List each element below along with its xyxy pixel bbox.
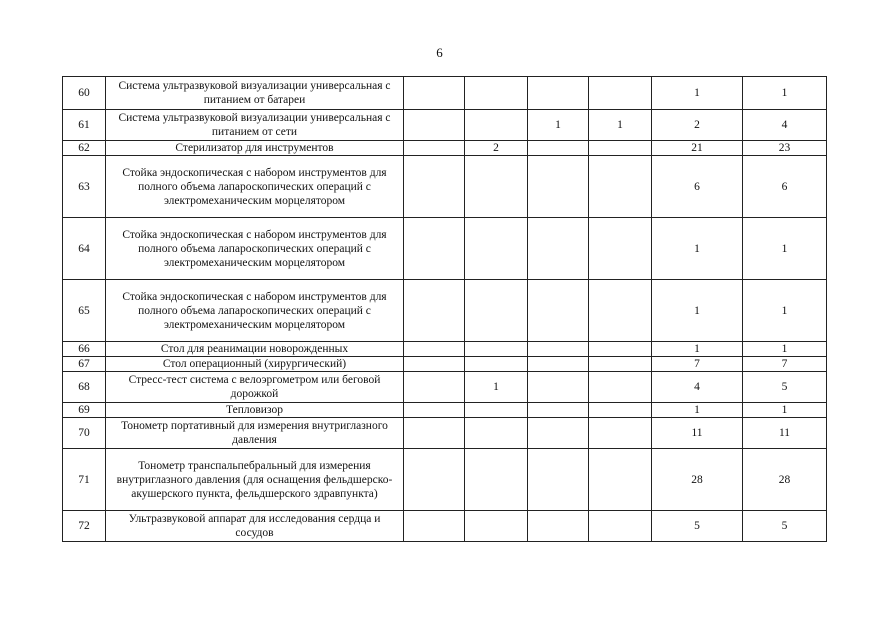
table-row	[63, 418, 827, 449]
equipment-name: Стол для реанимации новорожденных	[106, 342, 404, 357]
total-cell: 1	[743, 342, 827, 357]
row-number: 65	[63, 280, 106, 342]
row-number: 63	[63, 156, 106, 218]
quantity-cell: 1	[528, 110, 589, 141]
quantity-cell: 4	[652, 372, 743, 403]
quantity-cell: 2	[465, 141, 528, 156]
quantity-cell	[465, 280, 528, 342]
quantity-cell: 6	[652, 156, 743, 218]
equipment-name: Система ультразвуковой визуализации универсальная с питанием от батареи	[106, 77, 404, 110]
quantity-cell	[465, 77, 528, 110]
table-row	[63, 218, 827, 280]
quantity-cell	[528, 403, 589, 418]
table-row	[63, 342, 827, 357]
quantity-cell	[589, 357, 652, 372]
quantity-cell	[404, 342, 465, 357]
equipment-name: Стресс-тест система с велоэргометром или беговой дорожкой	[106, 372, 404, 403]
total-cell: 11	[743, 418, 827, 449]
equipment-name: Стойка эндоскопическая с набором инструментов для полного объема лапароскопических операций с электромеханическим морцелятором	[106, 156, 404, 218]
quantity-cell	[404, 110, 465, 141]
quantity-cell	[404, 418, 465, 449]
quantity-cell	[589, 77, 652, 110]
quantity-cell	[528, 372, 589, 403]
quantity-cell	[404, 357, 465, 372]
quantity-cell	[528, 357, 589, 372]
quantity-cell: 28	[652, 449, 743, 511]
quantity-cell	[589, 141, 652, 156]
equipment-name: Стойка эндоскопическая с набором инструментов для полного объема лапароскопических операций с электромеханическим морцелятором	[106, 218, 404, 280]
equipment-name: Стол операционный (хирургический)	[106, 357, 404, 372]
table-row	[63, 357, 827, 372]
table-row	[63, 110, 827, 141]
equipment-name: Стойка эндоскопическая с набором инструментов для полного объема лапароскопических операций с электромеханическим морцелятором	[106, 280, 404, 342]
equipment-name: Тепловизор	[106, 403, 404, 418]
total-cell: 1	[743, 403, 827, 418]
quantity-cell	[465, 156, 528, 218]
quantity-cell	[528, 280, 589, 342]
total-cell: 6	[743, 156, 827, 218]
total-cell: 1	[743, 218, 827, 280]
quantity-cell	[589, 418, 652, 449]
equipment-name: Стерилизатор для инструментов	[106, 141, 404, 156]
quantity-cell	[589, 218, 652, 280]
quantity-cell	[589, 511, 652, 542]
quantity-cell	[404, 141, 465, 156]
quantity-cell	[589, 342, 652, 357]
quantity-cell	[465, 342, 528, 357]
quantity-cell	[465, 357, 528, 372]
total-cell: 23	[743, 141, 827, 156]
quantity-cell	[404, 156, 465, 218]
total-cell: 4	[743, 110, 827, 141]
row-number: 68	[63, 372, 106, 403]
table-row	[63, 156, 827, 218]
table-row	[63, 77, 827, 110]
row-number: 71	[63, 449, 106, 511]
row-number: 72	[63, 511, 106, 542]
quantity-cell	[589, 156, 652, 218]
quantity-cell	[528, 156, 589, 218]
row-number: 60	[63, 77, 106, 110]
table-row	[63, 280, 827, 342]
quantity-cell: 1	[652, 280, 743, 342]
quantity-cell	[404, 280, 465, 342]
quantity-cell	[404, 449, 465, 511]
row-number: 61	[63, 110, 106, 141]
table-row	[63, 511, 827, 542]
quantity-cell	[465, 418, 528, 449]
total-cell: 1	[743, 280, 827, 342]
quantity-cell: 21	[652, 141, 743, 156]
page-number: 6	[436, 45, 443, 60]
quantity-cell	[465, 403, 528, 418]
quantity-cell	[465, 218, 528, 280]
quantity-cell	[528, 218, 589, 280]
total-cell: 5	[743, 372, 827, 403]
quantity-cell: 1	[652, 342, 743, 357]
quantity-cell	[465, 449, 528, 511]
table-row	[63, 141, 827, 156]
quantity-cell	[465, 110, 528, 141]
row-number: 69	[63, 403, 106, 418]
equipment-name: Ультразвуковой аппарат для исследования сердца и сосудов	[106, 511, 404, 542]
quantity-cell: 7	[652, 357, 743, 372]
quantity-cell	[404, 77, 465, 110]
quantity-cell	[589, 372, 652, 403]
quantity-cell	[465, 511, 528, 542]
equipment-name: Тонометр портативный для измерения внутриглазного давления	[106, 418, 404, 449]
quantity-cell	[528, 77, 589, 110]
quantity-cell: 1	[589, 110, 652, 141]
quantity-cell	[528, 342, 589, 357]
quantity-cell	[404, 218, 465, 280]
total-cell: 1	[743, 77, 827, 110]
row-number: 64	[63, 218, 106, 280]
row-number: 66	[63, 342, 106, 357]
quantity-cell	[404, 403, 465, 418]
quantity-cell: 1	[465, 372, 528, 403]
table-row	[63, 403, 827, 418]
quantity-cell	[528, 511, 589, 542]
quantity-cell	[404, 511, 465, 542]
quantity-cell: 1	[652, 77, 743, 110]
quantity-cell: 2	[652, 110, 743, 141]
quantity-cell: 1	[652, 218, 743, 280]
quantity-cell: 11	[652, 418, 743, 449]
table-row	[63, 372, 827, 403]
quantity-cell	[528, 418, 589, 449]
quantity-cell	[589, 449, 652, 511]
equipment-name: Тонометр транспальпебральный для измерения внутриглазного давления (для оснащения фельдшерско-акушерского пункта, фельдшерского здравпункта)	[106, 449, 404, 511]
quantity-cell: 5	[652, 511, 743, 542]
quantity-cell: 1	[652, 403, 743, 418]
quantity-cell	[528, 449, 589, 511]
row-number: 62	[63, 141, 106, 156]
total-cell: 5	[743, 511, 827, 542]
total-cell: 7	[743, 357, 827, 372]
quantity-cell	[589, 280, 652, 342]
quantity-cell	[589, 403, 652, 418]
equipment-table	[62, 76, 827, 542]
quantity-cell	[404, 372, 465, 403]
total-cell: 28	[743, 449, 827, 511]
quantity-cell	[528, 141, 589, 156]
row-number: 70	[63, 418, 106, 449]
row-number: 67	[63, 357, 106, 372]
equipment-name: Система ультразвуковой визуализации универсальная с питанием от сети	[106, 110, 404, 141]
table-row	[63, 449, 827, 511]
